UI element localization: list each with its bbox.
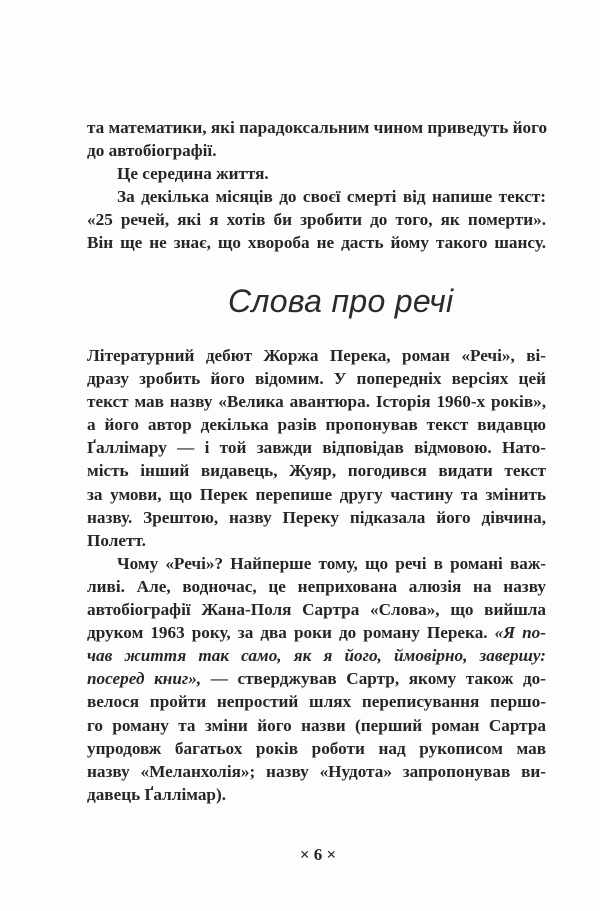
text-line — [87, 231, 546, 254]
text-line — [87, 413, 546, 436]
text-segment: «25 речей, які я хотів би зробити до того, як померти». — [87, 210, 546, 230]
text-line — [87, 529, 546, 552]
text-segment: Чому «Речі»? Найперше тому, що речі в романі важ- — [117, 553, 546, 573]
text-segment: автобіографії Жана-Поля Сартра «Слова», що вийшла — [87, 600, 546, 620]
italic-quote-segment: чав життя так само, як я його, ймовірно, завершу: — [87, 646, 546, 666]
text-segment: велося пройти непростий шлях переписування першо- — [87, 692, 546, 712]
text-segment: друком 1963 року, за два роки до роману Перека. — [87, 623, 495, 643]
text-segment: текст мав назву «Велика авантюра. Історія 1960-х років», — [87, 392, 546, 412]
text-segment: — стверджував Сартр, якому також до- — [201, 669, 546, 689]
text-segment: упродовж багатьох років роботи над рукописом мав — [87, 738, 546, 758]
section-heading: Слова про речі — [228, 283, 454, 319]
text-line — [87, 690, 546, 713]
text-line — [87, 644, 546, 667]
text-segment: За декілька місяців до своєї смерті від напише текст: — [117, 187, 546, 207]
page-number: × 6 × — [299, 845, 337, 864]
italic-quote-segment: «Я по- — [494, 623, 547, 643]
text-line — [87, 185, 546, 208]
text-line — [87, 506, 546, 529]
body-text-section — [87, 344, 546, 806]
text-line — [87, 483, 546, 506]
text-line — [87, 621, 546, 644]
text-line — [87, 575, 546, 598]
text-line — [87, 737, 546, 760]
text-segment: Ґаллімару — і той завжди відповідав відмовою. Нато- — [87, 438, 546, 458]
text-segment: Він ще не знає, що хвороба не дасть йому такого шансу. — [87, 233, 546, 253]
text-line — [87, 760, 546, 783]
text-segment: Літературний дебют Жоржа Перека, роман «Речі», ві- — [87, 346, 546, 365]
text-line — [87, 116, 546, 139]
text-line — [87, 459, 546, 482]
text-line — [87, 162, 546, 185]
text-segment: Полетт. — [87, 530, 146, 550]
text-segment: назву «Меланхолія»; назву «Нудота» запропонував ви- — [87, 761, 546, 781]
text-segment: го роману та зміни його назви (перший роман Сартра — [87, 715, 546, 735]
text-line — [87, 208, 546, 231]
text-segment: дразу зробить його відомим. У попередніх версіях цей — [87, 369, 546, 389]
text-line — [87, 714, 546, 737]
top-text-section — [87, 116, 546, 255]
text-line — [87, 598, 546, 621]
text-line — [87, 139, 546, 162]
text-line — [87, 367, 546, 390]
text-line — [87, 390, 546, 413]
text-line — [87, 552, 546, 575]
text-segment: за умови, що Перек перепише другу частину та змінить — [87, 484, 546, 504]
text-segment: до автобіографії. — [87, 141, 217, 161]
italic-quote-segment: посеред книг», — [87, 669, 202, 689]
text-segment: давець Ґаллімар). — [87, 784, 226, 804]
text-segment: мість інший видавець, Жуяр, погодився видати текст — [87, 461, 546, 481]
text-segment: Це середина життя. — [117, 164, 269, 184]
text-line — [87, 344, 546, 367]
text-segment: та математики, які парадоксальним чином приведуть його — [87, 118, 548, 137]
text-line — [87, 667, 546, 690]
text-line — [87, 783, 546, 806]
text-line — [87, 436, 546, 459]
text-segment: а його автор декілька разів пропонував текст видавцю — [87, 415, 546, 435]
text-segment: ливі. Але, водночас, це неприхована алюзія на назву — [87, 576, 546, 596]
text-segment: назву. Зрештою, назву Переку підказала його дівчина, — [87, 507, 546, 527]
